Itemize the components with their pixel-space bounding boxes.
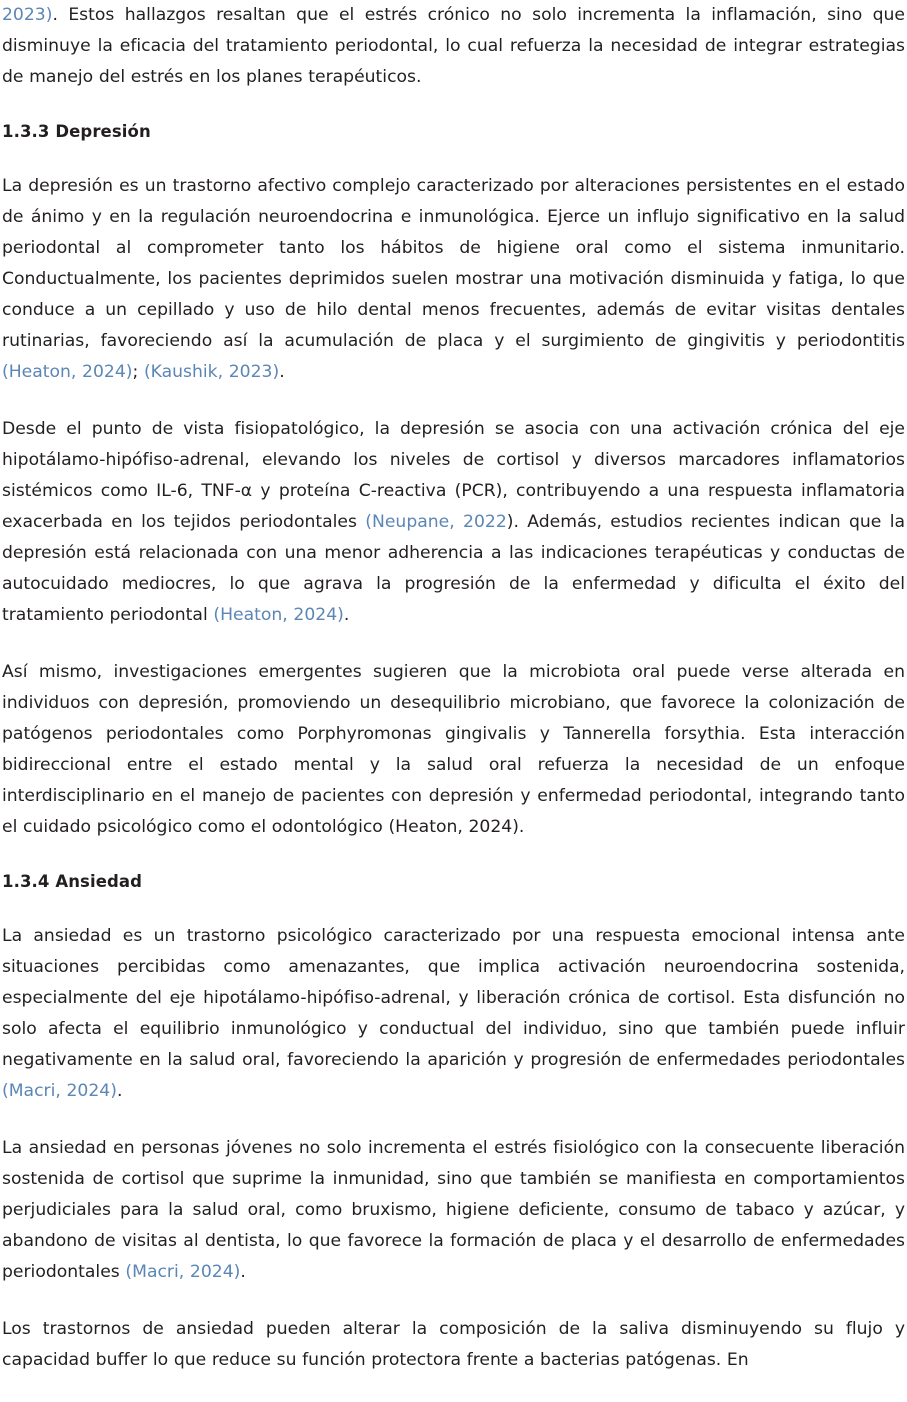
heading-1-3-3-depresion: 1.3.3 Depresión <box>2 122 151 141</box>
text-run: . <box>279 362 285 382</box>
citation-reference: 2023) <box>2 5 53 25</box>
citation-reference: (Heaton, 2024) <box>213 605 344 625</box>
citation-reference: (Kaushik, 2023) <box>143 362 280 382</box>
text-run: Los trastornos de ansiedad pueden alterar la composición de la saliva disminuyendo su flujo y capacidad buffer lo que reduce su función protectora frente a bacterias patógenas. En <box>2 1319 905 1370</box>
citation-reference: (Macri, 2024) <box>125 1262 241 1282</box>
text-run: . <box>116 1081 123 1101</box>
paragraph-ansiedad-2 <box>2 1133 905 1288</box>
heading-1-3-4-ansiedad: 1.3.4 Ansiedad <box>2 872 143 891</box>
text-run: La ansiedad en personas jóvenes no solo incrementa el estrés fisiológico con la consecuente liberación sostenida de cortisol que suprime la inmunidad, sino que también se manifiesta en comportamientos perjudiciales para la salud oral, como bruxismo, higiene deficiente, consumo de tabaco y azúcar, y abandono de visitas al dentista, lo que favorece la formación de placa y el desarrollo de enfermedades periodontales <box>2 1138 905 1282</box>
paragraph-depresion-3 <box>2 657 905 843</box>
text-run: La depresión es un trastorno afectivo complejo caracterizado por alteraciones persistentes en el estado de ánimo y en la regulación neuroendocrina e inmunológica. Ejerce un influjo significativo en la salud periodontal al comprometer tanto los hábitos de higiene oral como el sistema inmunitario. Conductualmente, los pacientes deprimidos suelen mostrar una motivación disminuida y fatiga, lo que conduce a un cepillado y uso de hilo dental menos frecuentes, además de evitar visitas dentales rutinarias, favoreciendo así la acumulación de placa y el surgimiento de gingivitis y periodontitis <box>2 176 905 351</box>
text-run: . <box>343 605 350 625</box>
text-run: ). Además, estudios recientes indican que la depresión está relacionada con una menor adherencia a las indicaciones terapéuticas y conductas de autocuidado mediocres, lo que agrava la progresión de la enfermedad y dificulta el éxito del tratamiento periodontal <box>2 512 906 625</box>
citation-reference: (Heaton, 2024) <box>2 362 133 382</box>
text-run: ; <box>132 362 144 382</box>
citation-reference: (Neupane, 2022 <box>365 512 507 532</box>
text-run: . <box>240 1262 246 1282</box>
text-run: Desde el punto de vista fisiopatológico, la depresión se asocia con una activación crónica del eje hipotálamo-hipófiso-adrenal, elevando los niveles de cortisol y diversos marcadores inflamatorios sistémicos como IL-6, TNF-α y proteína C-reactiva (PCR), contribuyendo a una respuesta inflamatoria exacerbada en los tejidos periodontales <box>2 419 905 532</box>
paragraph-intro-continued <box>2 0 905 93</box>
paragraph-depresion-1 <box>2 171 905 388</box>
text-run: Así mismo, investigaciones emergentes sugieren que la microbiota oral puede verse alterada en individuos con depresión, promoviendo un desequilibrio microbiano, que favorece la colonización de patógenos periodontales como Porphyromonas gingivalis y Tannerella forsythia. Esta interacción bidireccional entre el estado mental y la salud oral refuerza la necesidad de un enfoque interdisciplinario en el manejo de pacientes con depresión y enfermedad periodontal, integrando tanto el cuidado psicológico como el odontológico (Heaton, 2024). <box>2 662 905 837</box>
text-run: La ansiedad es un trastorno psicológico caracterizado por una respuesta emocional intensa ante situaciones percibidas como amenazantes, que implica activación neuroendocrina sostenida, especialmente del eje hipotálamo-hipófiso-adrenal, y liberación crónica de cortisol. Esta disfunción no solo afecta el equilibrio inmunológico y conductual del individuo, sino que también puede influir negativamente en la salud oral, favoreciendo la aparición y progresión de enfermedades periodontales <box>2 926 905 1070</box>
text-run: . Estos hallazgos resaltan que el estrés crónico no solo incrementa la inflamación, sino que disminuye la eficacia del tratamiento periodontal, lo cual refuerza la necesidad de integrar estrategias de manejo del estrés en los planes terapéuticos. <box>2 5 905 87</box>
citation-reference: (Macri, 2024) <box>2 1081 117 1101</box>
paragraph-ansiedad-3 <box>2 1314 905 1376</box>
paragraph-ansiedad-1 <box>2 921 905 1107</box>
paragraph-depresion-2 <box>2 414 905 631</box>
